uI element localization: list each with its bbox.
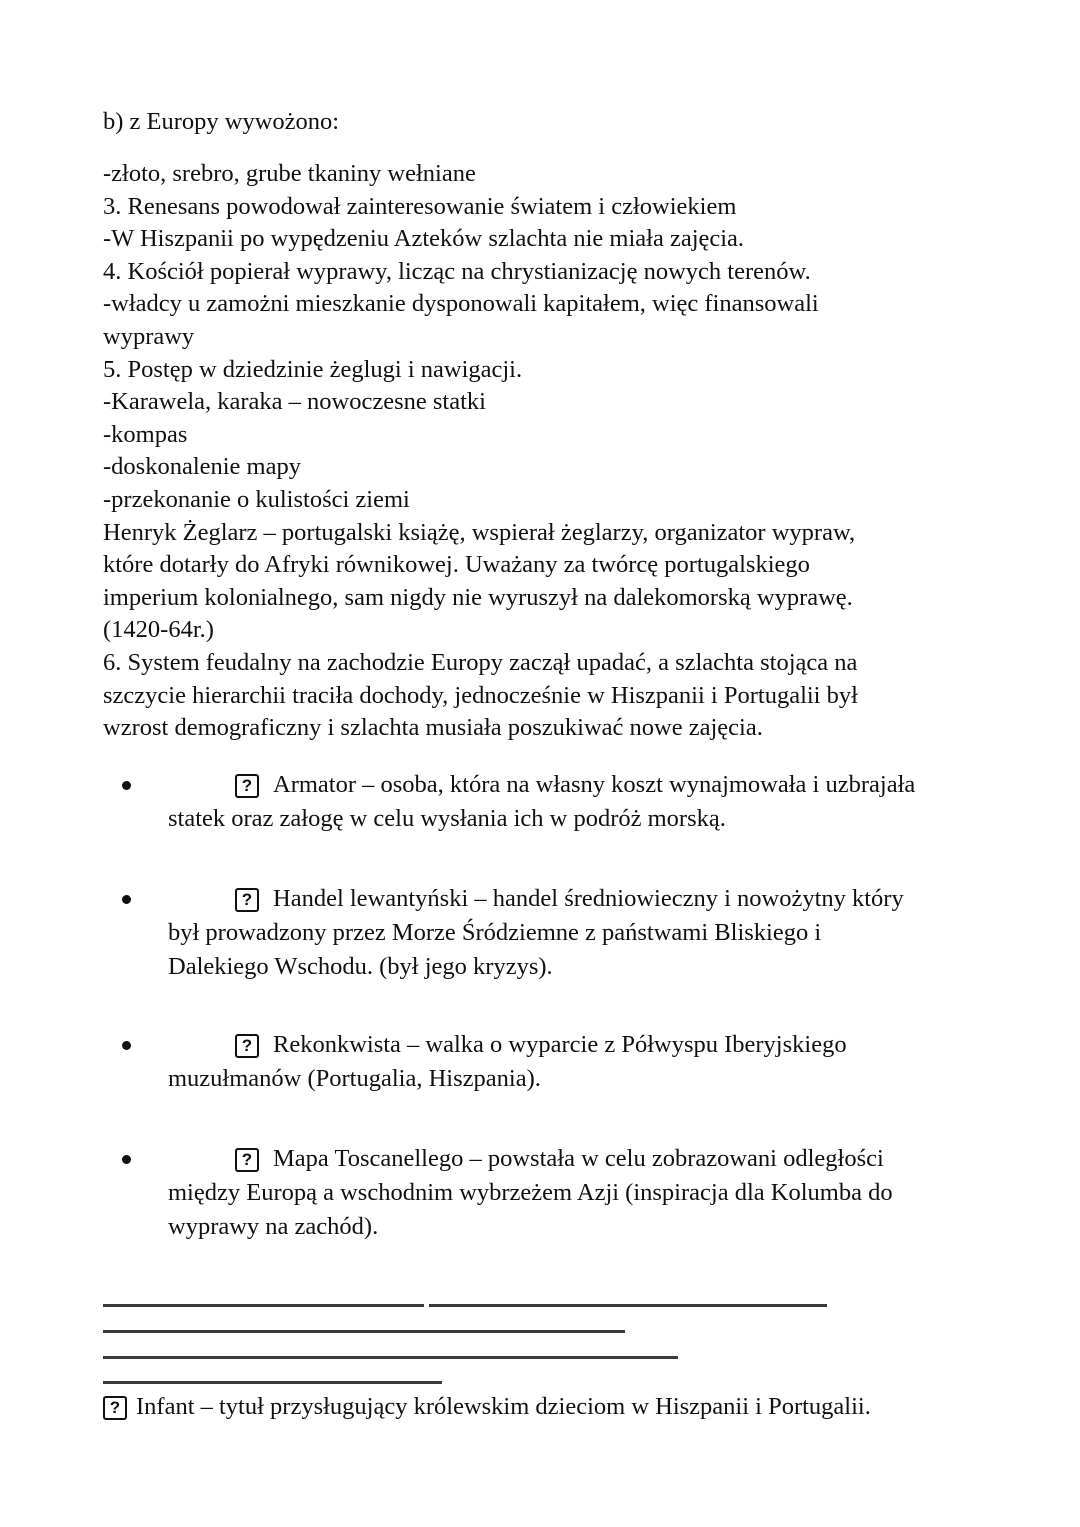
- bullet-icon: [122, 781, 131, 790]
- question-box-icon: ?: [235, 1034, 259, 1058]
- definition-line: muzułmanów (Portugalia, Hiszpania).: [168, 1065, 541, 1092]
- footnote-separator-line: [103, 1304, 424, 1307]
- definition-text: Armator – osoba, która na własny koszt wynajmowała i uzbrajała: [273, 771, 916, 798]
- body-line: -Karawela, karaka – nowoczesne statki: [103, 388, 486, 416]
- question-box-icon: ?: [235, 1148, 259, 1172]
- definition-line: [235, 882, 904, 916]
- definition-text: Rekonkwista – walka o wyparcie z Półwyspu Iberyjskiego: [273, 1031, 847, 1058]
- section-heading: b) z Europy wywożono:: [103, 108, 340, 135]
- definition-line: statek oraz załogę w celu wysłania ich w podróż morską.: [168, 805, 726, 832]
- body-line: 3. Renesans powodował zainteresowanie światem i człowiekiem: [103, 192, 737, 220]
- footnote-separator-line: [429, 1304, 827, 1307]
- definition-text: Handel lewantyński – handel średniowieczny i nowożytny który: [273, 885, 904, 912]
- definition-line: wyprawy na zachód).: [168, 1213, 379, 1240]
- body-line: 6. System feudalny na zachodzie Europy zaczął upadać, a szlachta stojąca na: [103, 648, 858, 676]
- definition-line: między Europą a wschodnim wybrzeżem Azji (inspiracja dla Kolumba do: [168, 1179, 893, 1206]
- body-line: 5. Postęp w dziedzinie żeglugi i nawigacji.: [103, 355, 523, 383]
- footnote-separator-line: [103, 1381, 442, 1384]
- body-line: -przekonanie o kulistości ziemi: [103, 485, 410, 513]
- definition-text: Mapa Toscanellego – powstała w celu zobrazowani odległości: [273, 1145, 884, 1172]
- definition-line: był prowadzony przez Morze Śródziemne z państwami Bliskiego i: [168, 919, 822, 946]
- footnote-separator-line: [103, 1330, 625, 1333]
- body-line: wzrost demograficzny i szlachta musiała poszukiwać nowe zajęcia.: [103, 714, 763, 742]
- body-line: (1420-64r.): [103, 616, 214, 644]
- notes-body: [103, 158, 1003, 745]
- body-line: -doskonalenie mapy: [103, 453, 301, 481]
- definition-line: [235, 1028, 847, 1062]
- body-line: -W Hiszpanii po wypędzeniu Azteków szlachta nie miała zajęcia.: [103, 225, 745, 253]
- bullet-icon: [122, 1041, 131, 1050]
- footnote-infant: [103, 1390, 871, 1424]
- body-line: -złoto, srebro, grube tkaniny wełniane: [103, 160, 476, 187]
- body-line: szczycie hierarchii traciła dochody, jednocześnie w Hiszpanii i Portugalii był: [103, 681, 858, 709]
- definition-line: Dalekiego Wschodu. (był jego kryzys).: [168, 953, 553, 980]
- footnote-separator-line: [103, 1356, 678, 1359]
- bullet-icon: [122, 895, 131, 904]
- body-line: imperium kolonialnego, sam nigdy nie wyruszył na dalekomorską wyprawę.: [103, 583, 853, 611]
- bullet-icon: [122, 1155, 131, 1164]
- footnote-text: Infant – tytuł przysługujący królewskim dzieciom w Hiszpanii i Portugalii.: [136, 1393, 871, 1420]
- body-line: które dotarły do Afryki równikowej. Uważany za twórcę portugalskiego: [103, 551, 810, 579]
- definition-line: [235, 1142, 884, 1176]
- body-line: -władcy u zamożni mieszkanie dysponowali kapitałem, więc finansowali: [103, 290, 819, 318]
- body-line: -kompas: [103, 420, 188, 448]
- body-line: 4. Kościół popierał wyprawy, licząc na chrystianizację nowych terenów.: [103, 257, 811, 285]
- question-box-icon: ?: [235, 888, 259, 912]
- body-line: wyprawy: [103, 322, 195, 350]
- question-box-icon: ?: [103, 1396, 127, 1420]
- definition-line: [235, 768, 915, 802]
- question-box-icon: ?: [235, 774, 259, 798]
- body-line: Henryk Żeglarz – portugalski książę, wspierał żeglarzy, organizator wypraw,: [103, 518, 856, 546]
